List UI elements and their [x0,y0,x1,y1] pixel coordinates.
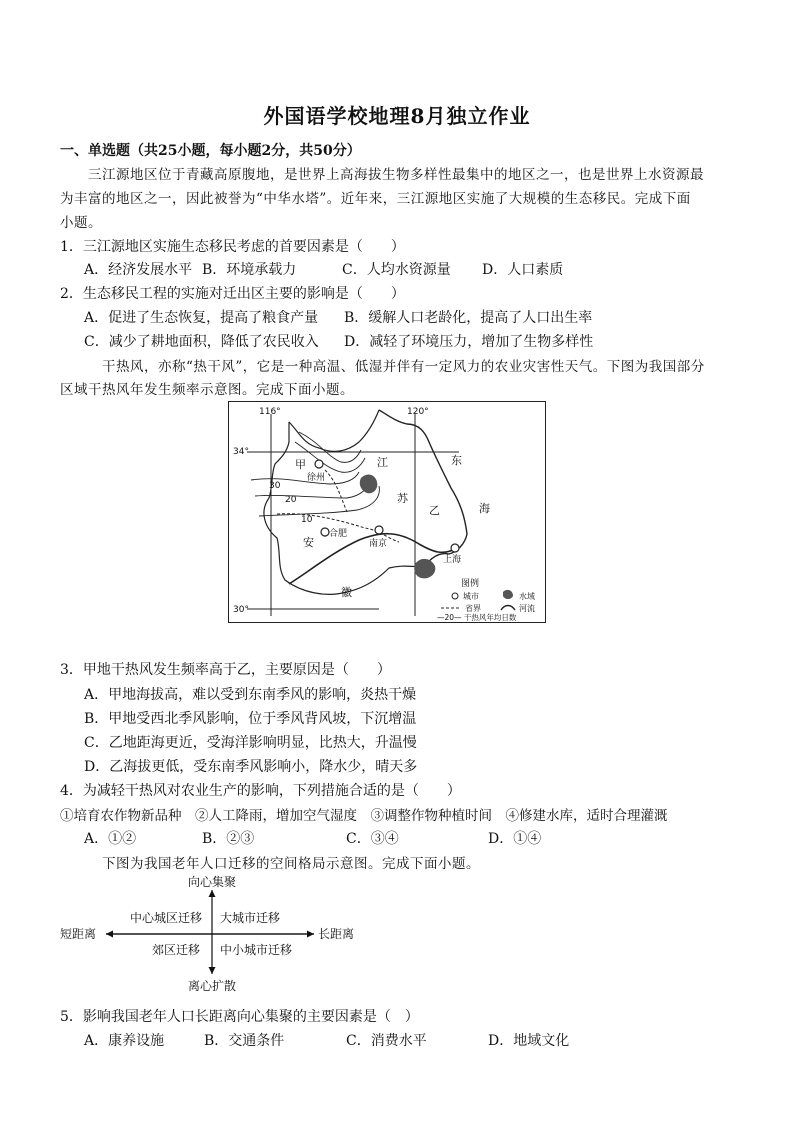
south-boundary [264,498,425,594]
q5-option-c[interactable]: C．消费水平 [346,1033,427,1049]
legend-city-icon [452,593,458,599]
label-jiang: 江 [377,456,388,469]
legend-border: 省界 [465,604,481,613]
lake-taihu [414,559,435,578]
q1-option-d[interactable]: D．人口素质 [482,262,564,278]
legend-river-icon [501,606,515,611]
q2-option-b[interactable]: B．缓解人口老龄化，提高了人口出生率 [344,310,593,326]
diagram-top-label: 向心集聚 [187,875,237,889]
q2-option-d[interactable]: D．减轻了环境压力，增加了生物多样性 [344,334,594,350]
q1-option-c[interactable]: C．人均水资源量 [342,262,451,278]
passage1-line2: 为丰富的地区之一，因此被誉为“中华水塔”。近年来，三江源地区实施了大规模的生态移民。完成下面 [60,191,691,207]
q1-option-b[interactable]: B．环境承载力 [202,262,297,278]
legend-city: 城市 [463,592,479,601]
label-dong: 东 [451,454,462,467]
north-boundary [289,410,379,451]
question-4-stem: 4．为减轻干热风对农业生产的影响，下列措施合适的是（ ） [60,783,461,799]
migration-diagram-svg [60,872,360,992]
city-hefei-dot [321,528,329,536]
label-hefei: 合肥 [329,529,348,539]
q1-option-a[interactable]: A．经济发展水平 [84,262,193,278]
q5-option-b[interactable]: B．交通条件 [204,1033,285,1049]
legend-river: 河流 [519,604,535,613]
question-4-choices: ①培育农作物新品种 ②人工降雨，增加空气湿度 ③调整作物种植时间 ④修建水库，适时合理灌溉 [60,808,668,824]
passage2-line2: 区域干热风年发生频率示意图。完成下面小题。 [60,382,354,398]
q4-option-c[interactable]: C．③④ [346,831,399,847]
question-2-options-row2 [84,331,593,351]
section-heading: 一、单选题（共25小题，每小题2分，共50分） [60,143,361,159]
legend-water-icon [503,590,513,599]
coastline [379,410,467,566]
label-nanjing: 南京 [369,539,388,549]
page-title: 外国语学校地理8月独立作业 [263,104,531,128]
diagram-bottom-label: 离心扩散 [187,979,237,992]
q3-option-a[interactable]: A．甲地海拔高，难以受到东南季风的影响，炎热干燥 [84,687,417,703]
city-nanjing-dot [375,526,383,534]
label-hai: 海 [479,502,490,515]
label-120: 120° [407,407,429,417]
label-116: 116° [259,407,281,417]
q3-option-b[interactable]: B．甲地受西北季风影响，位于季风背风坡，下沉增温 [84,711,417,727]
question-2-stem: 2．生态移民工程的实施对迁出区主要的影响是（ ） [60,286,405,302]
legend-isoline: —20— 干热风年均日数 [437,613,517,621]
diagram-quadrant-tl: 中心城区迁移 [130,911,203,925]
dry-hot-wind-map [228,401,546,623]
map-svg [229,402,544,621]
label-su: 苏 [397,492,408,505]
label-hui: 徽 [341,586,352,599]
migration-diagram [60,872,360,992]
label-34: 34° [233,447,249,457]
q4-option-b[interactable]: B．②③ [202,831,255,847]
question-4-options [84,828,541,848]
question-2-options-row1 [84,307,592,327]
q2-option-a[interactable]: A．促进了生态恢复，提高了粮食产量 [84,310,319,326]
city-xuzhou-dot [315,460,323,468]
q5-option-d[interactable]: D．地域文化 [488,1033,570,1049]
passage1-line1: 三江源地区位于青藏高原腹地，是世界上高海拔生物多样性最集中的地区之一，也是世界上水资源最 [88,167,704,183]
label-yi: 乙 [429,504,440,517]
question-5-options [84,1030,569,1050]
label-iso20: 20 [285,495,297,505]
diagram-right-label: 长距离 [318,927,355,941]
q5-option-a[interactable]: A．康养设施 [84,1033,165,1049]
diagram-quadrant-bl: 郊区迁移 [152,943,201,957]
label-xuzhou: 徐州 [307,473,326,483]
q4-option-d[interactable]: D．①④ [488,831,542,847]
diagram-quadrant-tr: 大城市迁移 [220,911,281,925]
passage1-line3: 小题。 [60,215,102,231]
diagram-quadrant-br: 中小城市迁移 [220,943,293,957]
label-an: 安 [303,536,314,549]
legend-water: 水域 [519,592,535,601]
q4-option-a[interactable]: A．①② [84,831,137,847]
q2-option-c[interactable]: C．减少了耕地面积，降低了农民收入 [84,334,319,350]
label-iso30: 30 [269,481,281,491]
passage3: 下图为我国老年人口迁移的空间格局示意图。完成下面小题。 [102,856,480,872]
label-shanghai: 上海 [443,555,462,565]
question-1-stem: 1．三江源地区实施生态移民考虑的首要因素是（ ） [60,239,405,255]
question-1-options [84,259,563,279]
question-5-stem: 5．影响我国老年人口长距离向心集聚的主要因素是（ ） [60,1009,419,1025]
diagram-left-label: 短距离 [60,927,97,941]
lake-north [360,475,378,494]
passage2-line1: 干热风，亦称“热干风”，它是一种高温、低湿并伴有一定风力的农业灾害性天气。下图为我国部分 [102,359,705,375]
city-shanghai-dot [451,544,459,552]
q3-option-d[interactable]: D．乙海拔更低，受东南季风影响小，降水少，晴天多 [84,759,418,775]
label-30: 30° [233,605,249,615]
label-jia: 甲 [295,458,306,471]
q3-option-c[interactable]: C．乙地距海更近，受海洋影响明显，比热大，升温慢 [84,735,417,751]
label-iso10: 10 [301,515,313,525]
isoline-30 [251,472,359,484]
question-3-stem: 3．甲地干热风发生频率高于乙，主要原因是（ ） [60,662,391,678]
legend-title: 图例 [461,579,480,589]
province-border-2 [325,470,347,512]
